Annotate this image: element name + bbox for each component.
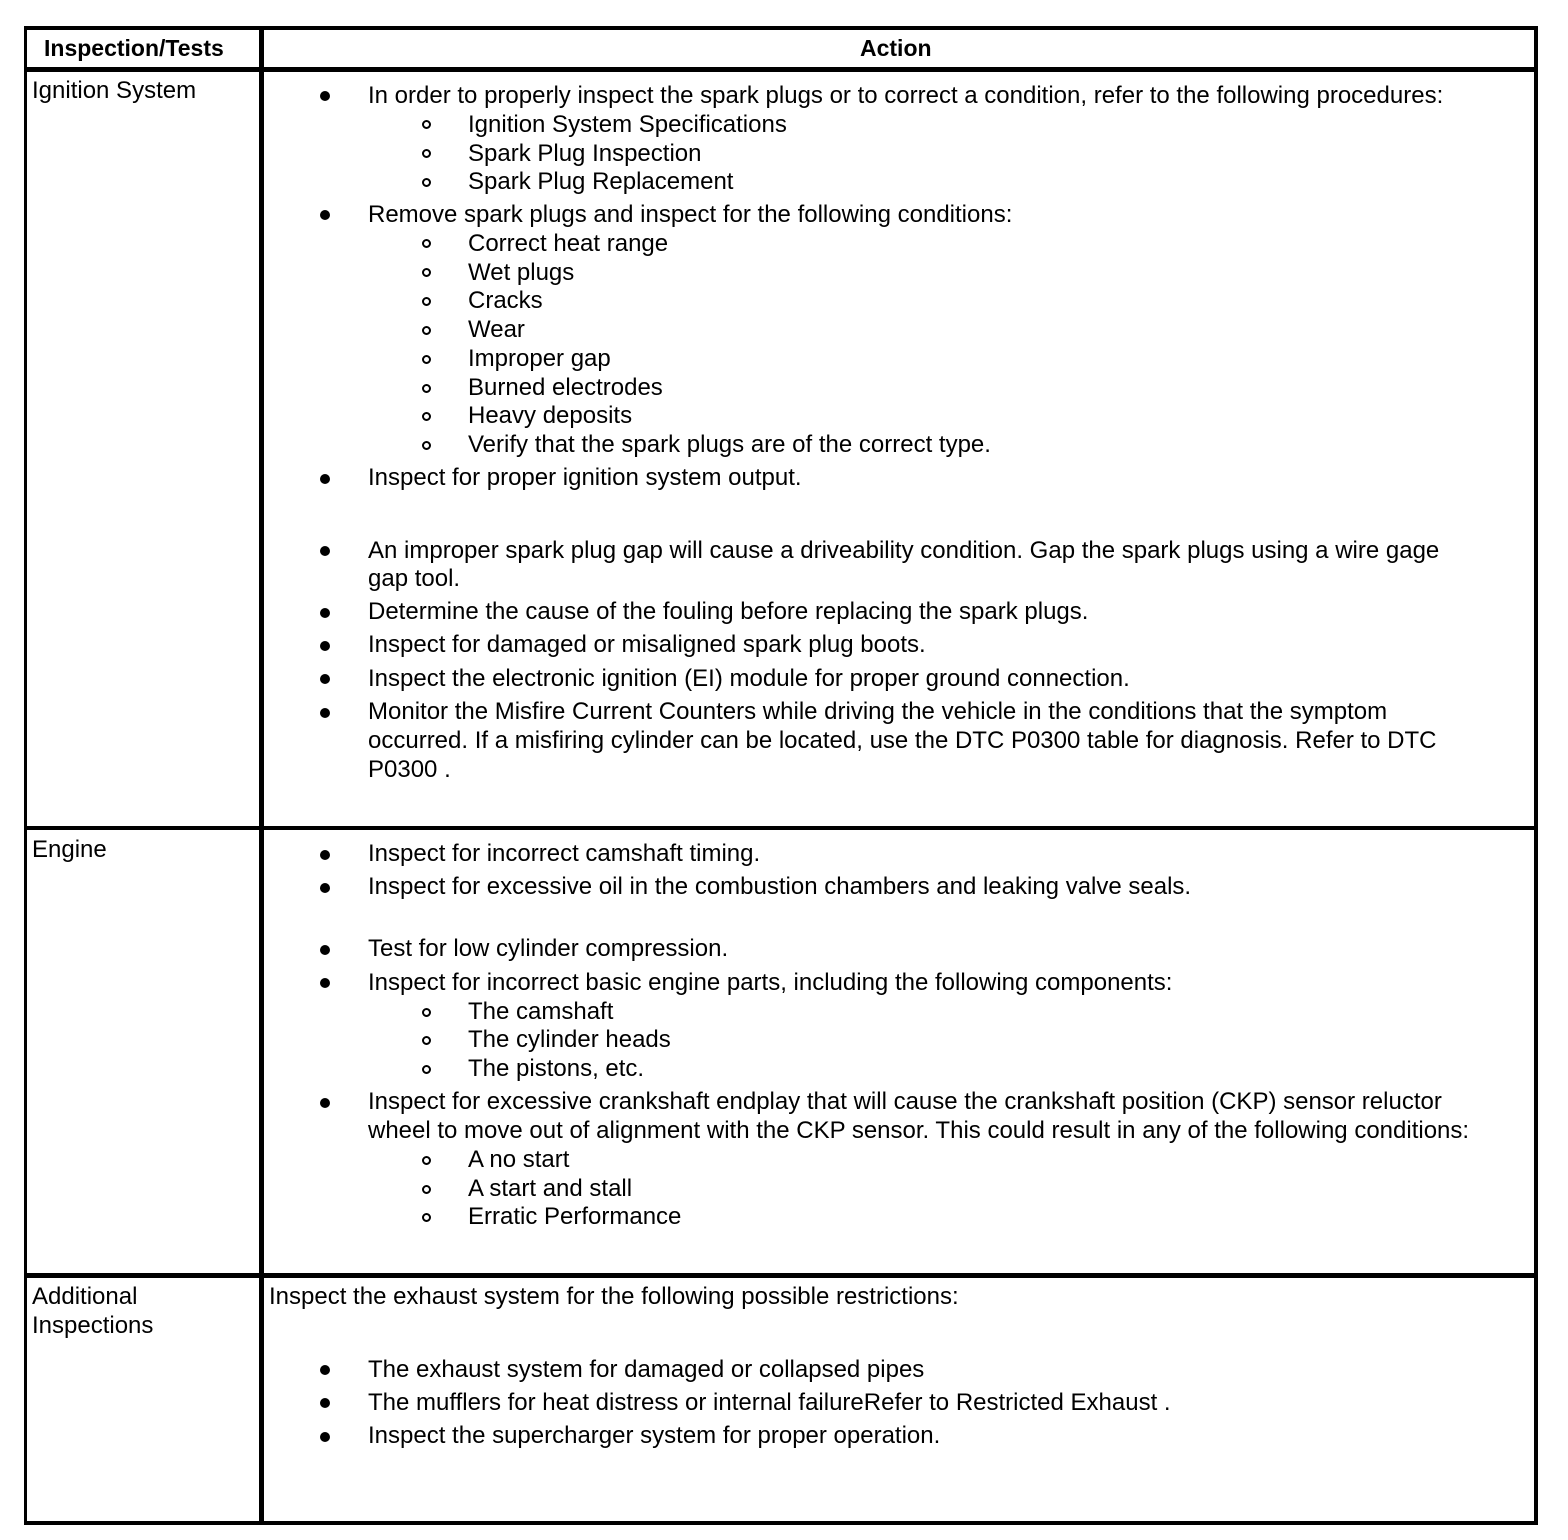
category-engine: Engine (32, 836, 107, 863)
bullet (320, 474, 330, 484)
column-divider (259, 26, 264, 1525)
sub-bullet (422, 1008, 431, 1017)
sub-list-item: The camshaft (468, 998, 614, 1025)
sub-list-item: Spark Plug Replacement (468, 168, 734, 195)
sub-bullet (422, 1036, 431, 1045)
list-item: The exhaust system for damaged or collapsed pipes (368, 1356, 925, 1383)
sub-list-item: The pistons, etc. (468, 1055, 645, 1082)
bullet (320, 641, 330, 651)
bullet (320, 1432, 330, 1442)
sub-list-item: Ignition System Specifications (468, 111, 787, 138)
table-border-left (24, 26, 27, 1525)
list-item: In order to properly inspect the spark plugs or to correct a condition, refer to the following procedures: (368, 82, 1444, 109)
sub-bullet (422, 355, 431, 364)
sub-list-item: Cracks (468, 287, 543, 314)
list-item: An improper spark plug gap will cause a driveability condition. Gap the spark plugs using a wire gage (368, 537, 1440, 564)
list-item: Inspect for excessive oil in the combustion chambers and leaking valve seals. (368, 873, 1192, 900)
list-item: Remove spark plugs and inspect for the following conditions: (368, 201, 1013, 228)
bullet (320, 91, 330, 101)
list-item: Monitor the Misfire Current Counters while driving the vehicle in the conditions that the symptom (368, 698, 1388, 725)
sub-bullet (422, 412, 431, 421)
sub-bullet (422, 326, 431, 335)
bullet (320, 978, 330, 988)
sub-list-item: Improper gap (468, 345, 611, 372)
sub-bullet (422, 268, 431, 277)
row-divider-2 (24, 1273, 1538, 1278)
sub-bullet (422, 178, 431, 187)
sub-bullet (422, 1065, 431, 1074)
sub-list-item: Spark Plug Inspection (468, 140, 702, 167)
sub-bullet (422, 297, 431, 306)
sub-bullet (422, 239, 431, 248)
list-item: Inspect the supercharger system for proper operation. (368, 1422, 941, 1449)
sub-list-item: The cylinder heads (468, 1026, 671, 1053)
list-item: Inspect for excessive crankshaft endplay that will cause the crankshaft position (CKP) sensor reluctor (368, 1088, 1442, 1115)
sub-list-item: Verify that the spark plugs are of the correct type. (468, 431, 991, 458)
sub-list-item: Correct heat range (468, 230, 669, 257)
sub-list-item: A start and stall (468, 1175, 633, 1202)
bullet (320, 546, 330, 556)
list-item: Inspect for damaged or misaligned spark plug boots. (368, 631, 926, 658)
category-additional-inspections-line2: Inspections (32, 1312, 154, 1339)
sub-list-item: Burned electrodes (468, 374, 663, 401)
list-item-continuation: gap tool. (368, 565, 461, 592)
list-item: Inspect for incorrect camshaft timing. (368, 840, 761, 867)
table-border-bottom (24, 1521, 1538, 1525)
sub-bullet (422, 1213, 431, 1222)
bullet (320, 850, 330, 860)
list-item: The mufflers for heat distress or internal failureRefer to Restricted Exhaust . (368, 1389, 1171, 1416)
sub-list-item: Wet plugs (468, 259, 575, 286)
table-border-top (24, 26, 1538, 30)
bullet (320, 945, 330, 955)
sub-bullet (422, 441, 431, 450)
sub-list-item: Wear (468, 316, 525, 343)
list-item-continuation: wheel to move out of alignment with the CKP sensor. This could result in any of the following conditions: (368, 1117, 1470, 1144)
list-item: Test for low cylinder compression. (368, 935, 729, 962)
bullet (320, 674, 330, 684)
category-additional-inspections-line1: Additional (32, 1283, 138, 1310)
category-ignition-system: Ignition System (32, 77, 197, 104)
list-item: Inspect for proper ignition system output. (368, 464, 802, 491)
sub-bullet (422, 1185, 431, 1194)
sub-bullet (422, 149, 431, 158)
sub-bullet (422, 120, 431, 129)
sub-list-item: A no start (468, 1146, 570, 1173)
list-item: Inspect for incorrect basic engine parts, including the following components: (368, 969, 1173, 996)
sub-bullet (422, 1156, 431, 1165)
table-border-right (1534, 26, 1538, 1525)
bullet (320, 210, 330, 220)
list-item: Inspect the electronic ignition (EI) module for proper ground connection. (368, 665, 1130, 692)
sub-list-item: Erratic Performance (468, 1203, 682, 1230)
list-item-continuation: occurred. If a misfiring cylinder can be located, use the DTC P0300 table for diagnosis. Refer to DTC (368, 727, 1437, 754)
bullet (320, 708, 330, 718)
sub-bullet (422, 384, 431, 393)
bullet (320, 1398, 330, 1408)
header-divider (24, 67, 1538, 72)
bullet (320, 608, 330, 618)
bullet (320, 883, 330, 893)
bullet (320, 1098, 330, 1108)
sub-list-item: Heavy deposits (468, 402, 633, 429)
list-item: Determine the cause of the fouling before replacing the spark plugs. (368, 598, 1089, 625)
header-action: Action (860, 35, 932, 61)
list-item-continuation: P0300 . (368, 756, 451, 783)
row-intro-text: Inspect the exhaust system for the following possible restrictions: (269, 1283, 959, 1310)
row-divider-1 (24, 826, 1538, 830)
header-inspection-tests: Inspection/Tests (44, 35, 224, 61)
bullet (320, 1365, 330, 1375)
